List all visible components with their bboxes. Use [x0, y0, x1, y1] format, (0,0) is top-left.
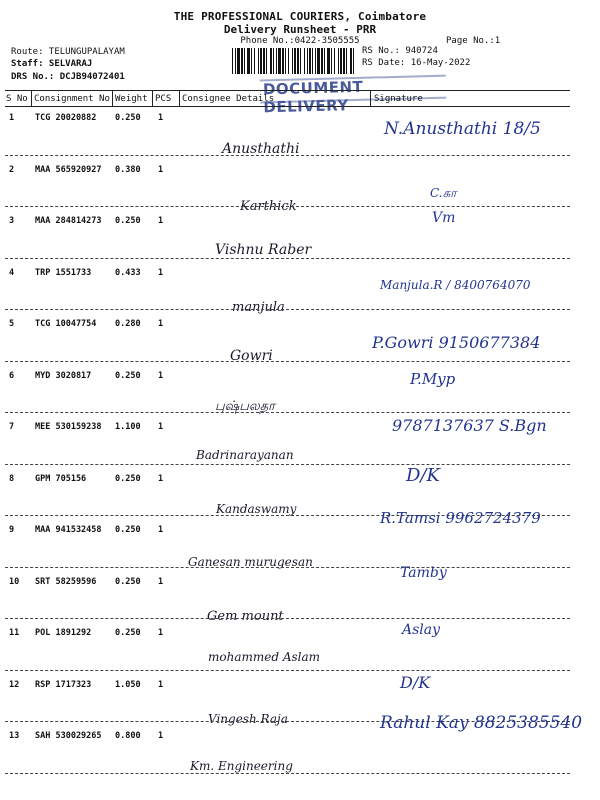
row-divider	[5, 618, 570, 619]
row-weight: 0.250	[115, 370, 141, 381]
barcode-bar	[294, 48, 296, 74]
row-consignee-name: Ganesan murugesan	[188, 555, 313, 569]
barcode-bar	[263, 48, 265, 74]
column-header-weight: Weight	[115, 94, 148, 104]
column-header-sno: S No	[6, 94, 28, 104]
barcode-bar	[324, 48, 325, 74]
column-divider	[112, 90, 113, 106]
row-pcs: 1	[158, 679, 164, 690]
row-serial-number: 7	[9, 422, 15, 432]
barcode-image	[232, 48, 356, 74]
row-consignment-number: MEE 530159238	[35, 422, 102, 432]
row-pcs: 1	[158, 525, 164, 535]
row-signature: R.Tamsi 9962724379	[380, 509, 541, 527]
row-serial-number: 3	[9, 216, 15, 226]
row-signature: Tamby	[400, 564, 447, 581]
row-consignment-number: SAH 530029265	[35, 731, 102, 741]
row-consignee-name: Gem mount	[207, 608, 284, 624]
row-consignee-name: Badrinarayanan	[196, 448, 294, 462]
row-consignment-number: MYD 3020817	[35, 370, 92, 381]
barcode-bar	[315, 48, 316, 74]
row-serial-number: 6	[9, 370, 15, 381]
barcode-bar	[331, 48, 332, 74]
row-signature: Manjula.R / 8400764070	[380, 277, 531, 292]
barcode-bar	[338, 48, 339, 74]
row-pcs: 1	[158, 628, 164, 638]
row-signature: N.Anusthathi 18/5	[384, 119, 541, 139]
row-signature: P.Gowri 9150677384	[372, 333, 541, 352]
column-divider	[179, 90, 180, 106]
row-serial-number: 12	[9, 679, 20, 690]
column-header-consignment: Consignment No	[34, 94, 110, 104]
row-divider	[5, 361, 570, 362]
drs-number: DRS No.: DCJB94072401	[11, 72, 125, 82]
header-top-rule	[5, 90, 570, 91]
row-consignee-name: Gowri	[230, 348, 273, 364]
page-number: Page No.:1	[446, 36, 501, 46]
row-divider	[5, 258, 570, 259]
row-weight: 0.250	[115, 113, 141, 123]
barcode-bar	[300, 48, 301, 74]
row-pcs: 1	[158, 267, 164, 278]
barcode-bar	[282, 48, 284, 74]
row-serial-number: 9	[9, 525, 15, 535]
barcode-bar	[237, 48, 240, 74]
row-weight: 1.050	[115, 679, 141, 690]
row-pcs: 1	[158, 576, 164, 587]
row-divider	[5, 464, 570, 465]
row-consignment-number: TCG 20020882	[35, 113, 97, 123]
row-pcs: 1	[158, 731, 164, 741]
barcode-bar	[297, 48, 299, 74]
barcode-bar	[309, 48, 311, 74]
row-consignment-number: TRP 1551733	[35, 267, 92, 278]
row-weight: 0.250	[115, 525, 141, 535]
row-weight: 0.800	[115, 731, 141, 741]
rs-date: RS Date: 16-May-2022	[362, 58, 471, 68]
barcode-bar	[334, 48, 335, 74]
row-signature: D/K	[400, 672, 431, 692]
row-consignee-name: Anusthathi	[222, 141, 300, 157]
barcode-bar	[235, 48, 236, 74]
row-weight: 0.250	[115, 216, 141, 226]
barcode-bar	[317, 48, 320, 74]
row-serial-number: 8	[9, 473, 15, 484]
document-delivery-stamp: DOCUMENT DELIVERY	[260, 75, 451, 106]
barcode-bar	[270, 48, 272, 74]
row-pcs: 1	[158, 473, 164, 484]
row-consignment-number: MAA 941532458	[35, 525, 102, 535]
row-pcs: 1	[158, 164, 164, 175]
barcode-bar	[278, 48, 281, 74]
barcode-bar	[247, 48, 250, 74]
row-serial-number: 10	[9, 576, 20, 587]
row-signature: C.கா	[430, 185, 457, 200]
row-divider	[5, 567, 570, 568]
row-weight: 0.250	[115, 628, 141, 638]
staff-label: Staff: SELVARAJ	[11, 59, 93, 69]
barcode-bar	[285, 48, 286, 74]
barcode-bar	[346, 48, 347, 74]
row-signature: P.Myp	[410, 369, 456, 388]
document-title: THE PROFESSIONAL COURIERS, Coimbatore	[173, 10, 427, 23]
row-consignee-name: mohammed Aslam	[208, 650, 321, 664]
row-consignee-name: Karthick	[240, 198, 297, 214]
row-consignment-number: POL 1891292	[35, 628, 92, 638]
row-pcs: 1	[158, 370, 164, 381]
row-serial-number: 5	[9, 319, 15, 329]
row-signature: Aslay	[402, 622, 441, 638]
row-pcs: 1	[158, 216, 164, 226]
column-header-pcs: PCS	[155, 94, 172, 104]
barcode-bar	[273, 48, 274, 74]
column-divider	[370, 90, 371, 106]
barcode-bar	[258, 48, 259, 74]
row-divider	[5, 309, 570, 310]
row-serial-number: 1	[9, 113, 15, 123]
row-divider	[5, 155, 570, 156]
barcode-bar	[307, 48, 308, 74]
row-consignee-name: manjula	[232, 299, 285, 315]
phone-number: Phone No.:0422-3505555	[240, 36, 360, 46]
barcode-bar	[241, 48, 243, 74]
row-divider	[5, 773, 570, 774]
barcode-bar	[232, 48, 233, 74]
barcode-bar	[276, 48, 277, 74]
header-bottom-rule	[5, 106, 570, 107]
barcode-bar	[312, 48, 313, 74]
column-divider	[31, 90, 32, 106]
rs-number: RS No.: 940724	[362, 46, 438, 56]
row-serial-number: 11	[9, 628, 20, 638]
row-divider	[5, 206, 570, 207]
row-serial-number: 4	[9, 267, 15, 278]
row-divider	[5, 670, 570, 671]
row-consignment-number: TCG 10047754	[35, 319, 97, 329]
barcode-bar	[288, 48, 289, 74]
row-serial-number: 2	[9, 164, 15, 175]
barcode-bar	[266, 48, 267, 74]
barcode-bar	[343, 48, 345, 74]
row-weight: 0.380	[115, 164, 141, 175]
row-consignee-name: Vishnu Raber	[215, 242, 312, 258]
row-consignee-name: Vingesh Raja	[208, 711, 288, 726]
barcode-bar	[251, 48, 252, 74]
row-consignment-number: RSP 1717323	[35, 679, 92, 690]
barcode-bar	[350, 48, 352, 74]
barcode-bar	[321, 48, 323, 74]
row-weight: 0.280	[115, 319, 141, 329]
column-header-signature: Signature	[374, 94, 423, 104]
row-pcs: 1	[158, 113, 164, 123]
row-consignment-number: MAA 284814273	[35, 216, 102, 226]
row-weight: 0.250	[115, 576, 141, 587]
row-serial-number: 13	[9, 731, 20, 741]
document-subtitle: Delivery Runsheet - PRR	[223, 23, 377, 36]
row-pcs: 1	[158, 319, 164, 329]
row-consignment-number: MAA 565920927	[35, 164, 102, 175]
barcode-bar	[292, 48, 293, 74]
row-signature: Vm	[432, 210, 456, 226]
row-consignee-name: புஷ்பலதா	[215, 398, 275, 414]
row-pcs: 1	[158, 422, 164, 432]
row-consignment-number: SRT 58259596	[35, 576, 97, 587]
barcode-bar	[353, 48, 354, 74]
route-label: Route: TELUNGUPALAYAM	[11, 47, 125, 57]
row-signature: 9787137637 S.Bgn	[392, 416, 547, 435]
row-signature: Rahul Kay 8825385540	[380, 713, 583, 733]
barcode-bar	[304, 48, 305, 74]
row-signature: D/K	[406, 464, 440, 486]
row-consignment-number: GPM 705156	[35, 473, 87, 484]
column-divider	[152, 90, 153, 106]
column-header-consignee: Consignee Details	[182, 94, 275, 104]
barcode-bar	[260, 48, 262, 74]
row-weight: 1.100	[115, 422, 141, 432]
row-consignee-name: Kandaswamy	[216, 501, 297, 516]
row-divider	[5, 412, 570, 413]
barcode-bar	[327, 48, 330, 74]
barcode-bar	[340, 48, 342, 74]
barcode-bar	[244, 48, 245, 74]
row-weight: 0.433	[115, 267, 141, 278]
row-consignee-name: Km. Engineering	[190, 759, 293, 773]
row-weight: 0.250	[115, 473, 141, 484]
barcode-bar	[254, 48, 255, 74]
